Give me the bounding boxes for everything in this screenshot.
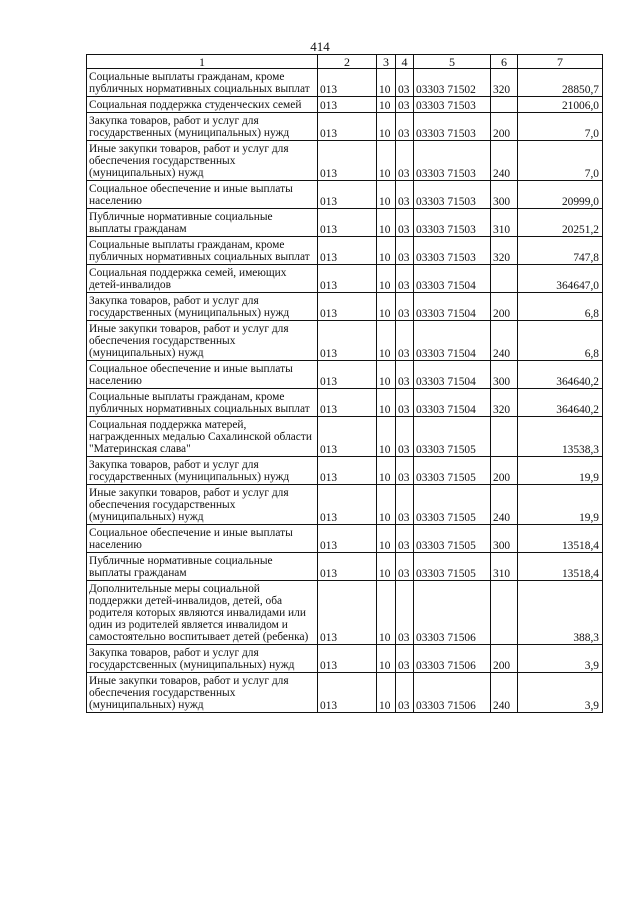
row-sum: 21006,0 bbox=[518, 97, 603, 113]
table-row bbox=[87, 69, 603, 97]
row-sum: 19,9 bbox=[518, 457, 603, 485]
row-sum: 20251,2 bbox=[518, 209, 603, 237]
row-section-code: 10 bbox=[377, 553, 396, 581]
row-name: Дополнительные меры социальной поддержки детей-инвалидов, детей, оба родителя которых являются инвалидами или один из родителей является инвалидом и самостоятельно воспитывает детей (ребенка) bbox=[87, 581, 318, 645]
row-expense-type: 300 bbox=[491, 181, 518, 209]
table-row bbox=[87, 361, 603, 389]
row-section-code: 10 bbox=[377, 389, 396, 417]
row-section-code: 10 bbox=[377, 457, 396, 485]
row-gr-code: 013 bbox=[318, 237, 377, 265]
table-row bbox=[87, 553, 603, 581]
row-section-code: 10 bbox=[377, 581, 396, 645]
row-expense-type: 240 bbox=[491, 321, 518, 361]
row-expense-type bbox=[491, 581, 518, 645]
row-gr-code: 013 bbox=[318, 113, 377, 141]
row-name: Социальные выплаты гражданам, кроме публичных нормативных социальных выплат bbox=[87, 389, 318, 417]
row-expense-type: 200 bbox=[491, 113, 518, 141]
row-name: Публичные нормативные социальные выплаты гражданам bbox=[87, 553, 318, 581]
column-header: 3 bbox=[377, 55, 396, 69]
row-gr-code: 013 bbox=[318, 417, 377, 457]
row-target-article: 03303 71505 bbox=[414, 417, 491, 457]
column-header: 1 bbox=[87, 55, 318, 69]
row-subsection-code: 03 bbox=[396, 389, 414, 417]
row-expense-type: 200 bbox=[491, 645, 518, 673]
row-expense-type: 240 bbox=[491, 485, 518, 525]
row-subsection-code: 03 bbox=[396, 645, 414, 673]
row-sum: 747,8 bbox=[518, 237, 603, 265]
table-row bbox=[87, 485, 603, 525]
row-gr-code: 013 bbox=[318, 69, 377, 97]
header-row bbox=[87, 55, 603, 69]
row-expense-type bbox=[491, 97, 518, 113]
table-row bbox=[87, 97, 603, 113]
row-sum: 7,0 bbox=[518, 113, 603, 141]
row-subsection-code: 03 bbox=[396, 673, 414, 713]
column-header: 5 bbox=[414, 55, 491, 69]
row-section-code: 10 bbox=[377, 673, 396, 713]
row-section-code: 10 bbox=[377, 265, 396, 293]
table-row bbox=[87, 645, 603, 673]
row-expense-type: 300 bbox=[491, 525, 518, 553]
row-gr-code: 013 bbox=[318, 321, 377, 361]
row-expense-type: 310 bbox=[491, 209, 518, 237]
row-sum: 364640,2 bbox=[518, 389, 603, 417]
table-row bbox=[87, 237, 603, 265]
table-row bbox=[87, 265, 603, 293]
row-sum: 6,8 bbox=[518, 321, 603, 361]
row-target-article: 03303 71504 bbox=[414, 265, 491, 293]
row-target-article: 03303 71504 bbox=[414, 321, 491, 361]
table-row bbox=[87, 417, 603, 457]
row-gr-code: 013 bbox=[318, 97, 377, 113]
row-target-article: 03303 71502 bbox=[414, 69, 491, 97]
row-sum: 13518,4 bbox=[518, 553, 603, 581]
row-target-article: 03303 71503 bbox=[414, 141, 491, 181]
row-gr-code: 013 bbox=[318, 293, 377, 321]
table-row bbox=[87, 581, 603, 645]
row-expense-type: 310 bbox=[491, 553, 518, 581]
row-gr-code: 013 bbox=[318, 525, 377, 553]
row-name: Социальное обеспечение и иные выплаты населению bbox=[87, 525, 318, 553]
table-row bbox=[87, 141, 603, 181]
row-gr-code: 013 bbox=[318, 141, 377, 181]
table-row bbox=[87, 113, 603, 141]
row-subsection-code: 03 bbox=[396, 209, 414, 237]
table-row bbox=[87, 293, 603, 321]
row-name: Закупка товаров, работ и услуг для государственных (муниципальных) нужд bbox=[87, 113, 318, 141]
row-section-code: 10 bbox=[377, 141, 396, 181]
row-section-code: 10 bbox=[377, 417, 396, 457]
row-name: Иные закупки товаров, работ и услуг для обеспечения государственных (муниципальных) нужд bbox=[87, 141, 318, 181]
row-sum: 364647,0 bbox=[518, 265, 603, 293]
row-section-code: 10 bbox=[377, 645, 396, 673]
row-sum: 19,9 bbox=[518, 485, 603, 525]
row-subsection-code: 03 bbox=[396, 361, 414, 389]
row-sum: 3,9 bbox=[518, 645, 603, 673]
row-section-code: 10 bbox=[377, 361, 396, 389]
row-gr-code: 013 bbox=[318, 673, 377, 713]
column-header: 6 bbox=[491, 55, 518, 69]
row-subsection-code: 03 bbox=[396, 525, 414, 553]
row-name: Публичные нормативные социальные выплаты гражданам bbox=[87, 209, 318, 237]
page-number: 414 bbox=[310, 39, 330, 54]
row-sum: 13518,4 bbox=[518, 525, 603, 553]
row-gr-code: 013 bbox=[318, 389, 377, 417]
row-subsection-code: 03 bbox=[396, 417, 414, 457]
row-expense-type: 240 bbox=[491, 673, 518, 713]
table-row bbox=[87, 673, 603, 713]
table-row bbox=[87, 209, 603, 237]
row-sum: 28850,7 bbox=[518, 69, 603, 97]
row-name: Социальная поддержка семей, имеющих детей-инвалидов bbox=[87, 265, 318, 293]
table-row bbox=[87, 389, 603, 417]
row-subsection-code: 03 bbox=[396, 293, 414, 321]
row-section-code: 10 bbox=[377, 485, 396, 525]
row-target-article: 03303 71506 bbox=[414, 581, 491, 645]
row-subsection-code: 03 bbox=[396, 553, 414, 581]
row-target-article: 03303 71505 bbox=[414, 457, 491, 485]
row-target-article: 03303 71504 bbox=[414, 361, 491, 389]
column-header: 4 bbox=[396, 55, 414, 69]
row-subsection-code: 03 bbox=[396, 97, 414, 113]
row-expense-type: 300 bbox=[491, 361, 518, 389]
row-subsection-code: 03 bbox=[396, 237, 414, 265]
row-section-code: 10 bbox=[377, 69, 396, 97]
row-gr-code: 013 bbox=[318, 457, 377, 485]
row-expense-type: 200 bbox=[491, 293, 518, 321]
row-name: Иные закупки товаров, работ и услуг для обеспечения государственных (муниципальных) нужд bbox=[87, 673, 318, 713]
row-target-article: 03303 71506 bbox=[414, 673, 491, 713]
row-target-article: 03303 71503 bbox=[414, 209, 491, 237]
row-target-article: 03303 71506 bbox=[414, 645, 491, 673]
row-expense-type: 320 bbox=[491, 237, 518, 265]
row-section-code: 10 bbox=[377, 113, 396, 141]
row-sum: 388,3 bbox=[518, 581, 603, 645]
row-gr-code: 013 bbox=[318, 181, 377, 209]
row-section-code: 10 bbox=[377, 293, 396, 321]
table-row bbox=[87, 321, 603, 361]
row-subsection-code: 03 bbox=[396, 485, 414, 525]
table-row bbox=[87, 181, 603, 209]
row-gr-code: 013 bbox=[318, 265, 377, 293]
row-subsection-code: 03 bbox=[396, 321, 414, 361]
row-subsection-code: 03 bbox=[396, 181, 414, 209]
row-subsection-code: 03 bbox=[396, 581, 414, 645]
row-target-article: 03303 71503 bbox=[414, 181, 491, 209]
row-sum: 6,8 bbox=[518, 293, 603, 321]
row-name: Социальная поддержка матерей, награжденных медалью Сахалинской области "Материнская слава" bbox=[87, 417, 318, 457]
row-target-article: 03303 71505 bbox=[414, 525, 491, 553]
row-section-code: 10 bbox=[377, 97, 396, 113]
row-gr-code: 013 bbox=[318, 553, 377, 581]
table-row bbox=[87, 525, 603, 553]
row-subsection-code: 03 bbox=[396, 457, 414, 485]
row-name: Иные закупки товаров, работ и услуг для обеспечения государственных (муниципальных) нужд bbox=[87, 485, 318, 525]
row-subsection-code: 03 bbox=[396, 69, 414, 97]
row-expense-type bbox=[491, 265, 518, 293]
row-name: Закупка товаров, работ и услуг для государственных (муниципальных) нужд bbox=[87, 457, 318, 485]
row-target-article: 03303 71503 bbox=[414, 113, 491, 141]
row-name: Социальное обеспечение и иные выплаты населению bbox=[87, 361, 318, 389]
row-gr-code: 013 bbox=[318, 209, 377, 237]
row-section-code: 10 bbox=[377, 321, 396, 361]
row-expense-type bbox=[491, 417, 518, 457]
row-name: Закупка товаров, работ и услуг для государственных (муниципальных) нужд bbox=[87, 293, 318, 321]
row-target-article: 03303 71504 bbox=[414, 293, 491, 321]
row-target-article: 03303 71504 bbox=[414, 389, 491, 417]
column-header: 7 bbox=[518, 55, 603, 69]
row-subsection-code: 03 bbox=[396, 113, 414, 141]
row-name: Закупка товаров, работ и услуг для государстсвенных (муниципальных) нужд bbox=[87, 645, 318, 673]
column-header: 2 bbox=[318, 55, 377, 69]
row-expense-type: 320 bbox=[491, 69, 518, 97]
row-sum: 20999,0 bbox=[518, 181, 603, 209]
row-section-code: 10 bbox=[377, 209, 396, 237]
row-section-code: 10 bbox=[377, 181, 396, 209]
row-section-code: 10 bbox=[377, 525, 396, 553]
row-sum: 7,0 bbox=[518, 141, 603, 181]
row-target-article: 03303 71503 bbox=[414, 237, 491, 265]
row-section-code: 10 bbox=[377, 237, 396, 265]
row-target-article: 03303 71505 bbox=[414, 485, 491, 525]
row-name: Иные закупки товаров, работ и услуг для обеспечения государственных (муниципальных) нужд bbox=[87, 321, 318, 361]
row-expense-type: 320 bbox=[491, 389, 518, 417]
row-sum: 13538,3 bbox=[518, 417, 603, 457]
row-expense-type: 200 bbox=[491, 457, 518, 485]
budget-table bbox=[86, 54, 603, 713]
row-target-article: 03303 71505 bbox=[414, 553, 491, 581]
row-subsection-code: 03 bbox=[396, 265, 414, 293]
row-target-article: 03303 71503 bbox=[414, 97, 491, 113]
row-name: Социальные выплаты гражданам, кроме публичных нормативных социальных выплат bbox=[87, 237, 318, 265]
row-gr-code: 013 bbox=[318, 361, 377, 389]
row-name: Социальные выплаты гражданам, кроме публичных нормативных социальных выплат bbox=[87, 69, 318, 97]
row-name: Социальное обеспечение и иные выплаты населению bbox=[87, 181, 318, 209]
row-expense-type: 240 bbox=[491, 141, 518, 181]
row-sum: 3,9 bbox=[518, 673, 603, 713]
row-sum: 364640,2 bbox=[518, 361, 603, 389]
row-gr-code: 013 bbox=[318, 485, 377, 525]
table-row bbox=[87, 457, 603, 485]
row-name: Социальная поддержка студенческих семей bbox=[87, 97, 318, 113]
row-gr-code: 013 bbox=[318, 581, 377, 645]
row-subsection-code: 03 bbox=[396, 141, 414, 181]
row-gr-code: 013 bbox=[318, 645, 377, 673]
